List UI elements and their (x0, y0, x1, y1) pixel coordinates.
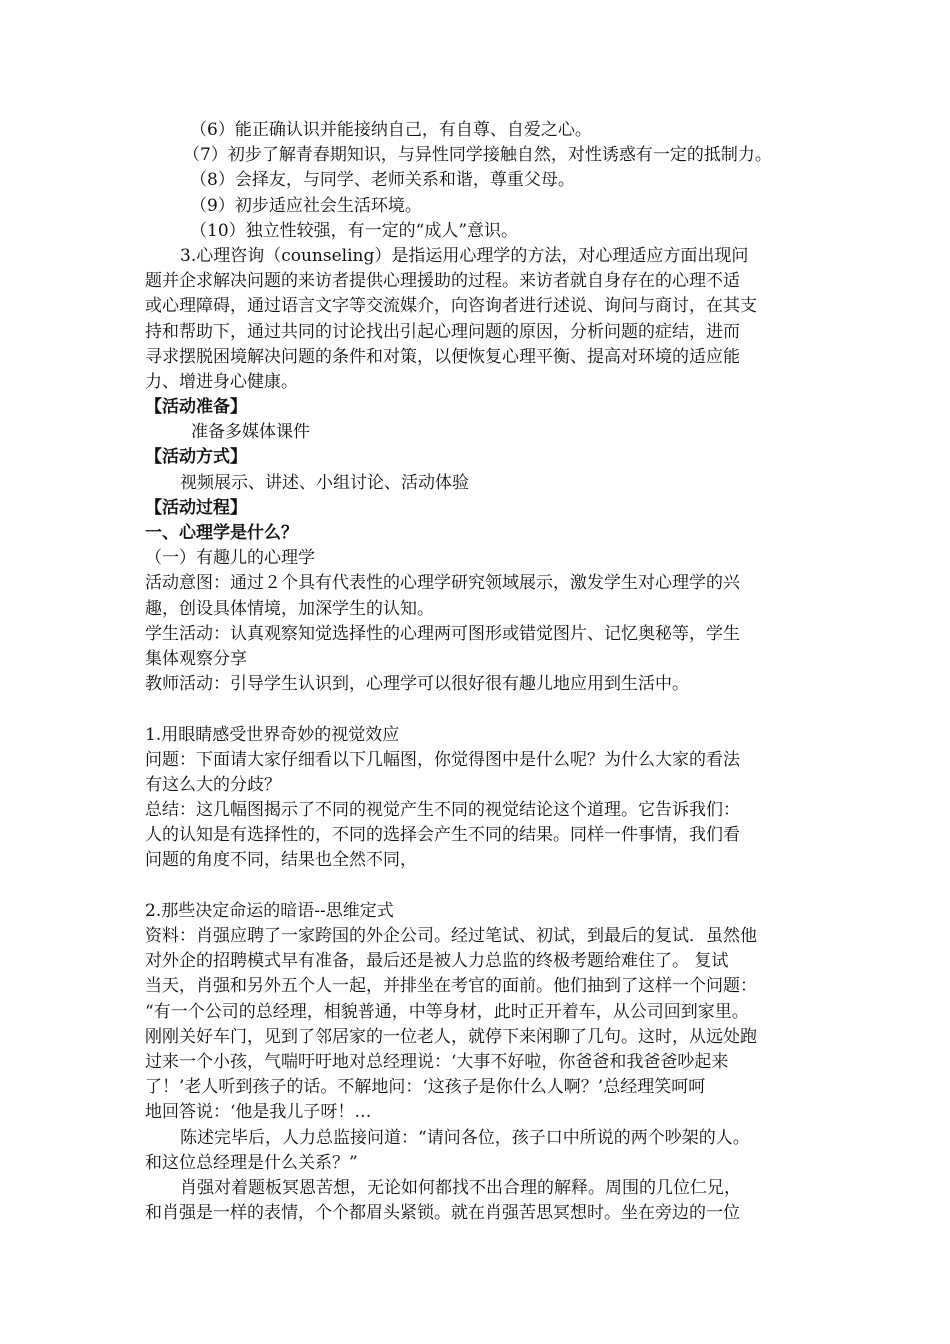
blank-line (145, 874, 811, 899)
thinking-line: 和肖强是一样的表情，个个都眉头紧锁。就在肖强苦思冥想时。坐在旁边的一位 (145, 1203, 740, 1224)
subsection-title: （一）有趣儿的心理学 (145, 548, 315, 569)
counseling-paragraph (145, 244, 811, 395)
summary-line: 总结：这几幅图揭示了不同的视觉产生不同的视觉结论这个道理。它告诉我们： (145, 800, 740, 821)
paragraph-line: 3.心理咨询（counseling）是指运用心理学的方法，对心理适应方面出现问 (180, 245, 749, 266)
part2-title: 2.那些决定命运的暗语--思维定式 (145, 900, 394, 921)
summary-line: 问题的角度不同，结果也全然不同， (145, 850, 417, 871)
after-line: 和这位总经理是什么关系？” (145, 1152, 358, 1173)
material-line: “有一个公司的总经理，相貌普通，中等身材，此时正开着车，从公司回到家里。 (145, 1001, 749, 1022)
material-line: 过来一个小孩，气喘吁吁地对总经理说：‘大事不好啦，你爸爸和我爸爸吵起来 (145, 1051, 729, 1072)
section-heading-process: 【活动过程】 (145, 497, 247, 518)
teacher-activity-line: 教师活动：引导学生认识到，心理学可以很好很有趣儿地应用到生活中。 (145, 674, 689, 695)
section-heading-method: 【活动方式】 (145, 447, 247, 468)
thinking-line: 肖强对着题板冥恩苦想，无论如何都找不出合理的解释。周围的几位仁兄， (180, 1177, 741, 1198)
section-title: 一、心理学是什么？ (145, 523, 298, 543)
list-item: （6）能正确认识并能接纳自己，有自尊、自爱之心。 (190, 120, 592, 140)
prep-text: 准备多媒体课件 (191, 422, 310, 443)
paragraph-line: 或心理障碍，通过语言文字等交流媒介，向咨询者进行述说、询问与商讨，在其支 (145, 296, 757, 317)
material-line: 刚刚关好车门，见到了邻居家的一位老人，就停下来闲聊了几句。这时，从远处跑 (145, 1026, 757, 1047)
list-item: （8）会择友，与同学、老师关系和谐，尊重父母。 (190, 170, 575, 191)
student-activity-line: 集体观察分享 (145, 648, 247, 669)
after-line: 陈述完毕后，人力总监接问道：“请问各位，孩子口中所说的两个吵架的人。 (180, 1127, 750, 1148)
paragraph-line: 力、增进身心健康。 (145, 371, 298, 392)
material-line: 了！’老人听到孩子的话。不解地问：‘这孩子是你什么人啊？’总经理笑呵呵 (145, 1077, 706, 1098)
paragraph-line: 寻求摆脱困境解决问题的条件和对策，以便恢复心理平衡、提高对环境的适应能 (145, 346, 740, 367)
student-activity-line: 学生活动：认真观察知觉选择性的心理两可图形或错觉图片、记忆奥秘等，学生 (145, 623, 740, 644)
material-line: 当天，肖强和另外五个人一起，并排坐在考官的面前。他们抽到了这样一个问题： (145, 976, 757, 997)
blank-line (145, 697, 811, 722)
material-line: 对外企的招聘模式早有准备，最后还是被人力总监的终极考题给难住了。 复试 (145, 951, 729, 972)
material-line: 地回答说：‘他是我儿子呀！… (145, 1102, 372, 1123)
paragraph-line: 题并企求解决问题的来访者提供心理援助的过程。来访者就自身存在的心理不适 (145, 271, 740, 292)
section-heading-prep: 【活动准备】 (145, 397, 247, 418)
question-line: 问题：下面请大家仔细看以下几幅图，你觉得图中是什么呢？为什么大家的看法 (145, 749, 740, 770)
part1-title: 1.用眼睛感受世界奇妙的视觉效应 (145, 724, 400, 745)
material-line: 资料：肖强应聘了一家跨国的外企公司。经过笔试、初试，到最后的复试．虽然他 (145, 926, 757, 946)
summary-line: 人的认知是有选择性的，不同的选择会产生不同的结果。同样一件事情，我们看 (145, 825, 740, 846)
paragraph-line: 持和帮助下，通过共同的讨论找出引起心理问题的原因，分析问题的症结，进而 (145, 321, 740, 342)
method-text: 视频展示、讲述、小组讨论、活动体验 (180, 472, 469, 493)
question-line: 有这么大的分歧？ (145, 774, 281, 795)
list-item: （9）初步适应社会生活环境。 (190, 195, 422, 216)
list-item: （7）初步了解青春期知识，与异性同学接触自然，对性诱惑有一定的抵制力。 (183, 145, 772, 166)
document-page (145, 118, 811, 1226)
list-item: （10）独立性较强，有一定的“成人”意识。 (190, 220, 519, 241)
intent-line: 趣，创设具体情境，加深学生的认知。 (145, 598, 434, 619)
intent-line: 活动意图：通过２个具有代表性的心理学研究领域展示，激发学生对心理学的兴 (145, 573, 740, 594)
